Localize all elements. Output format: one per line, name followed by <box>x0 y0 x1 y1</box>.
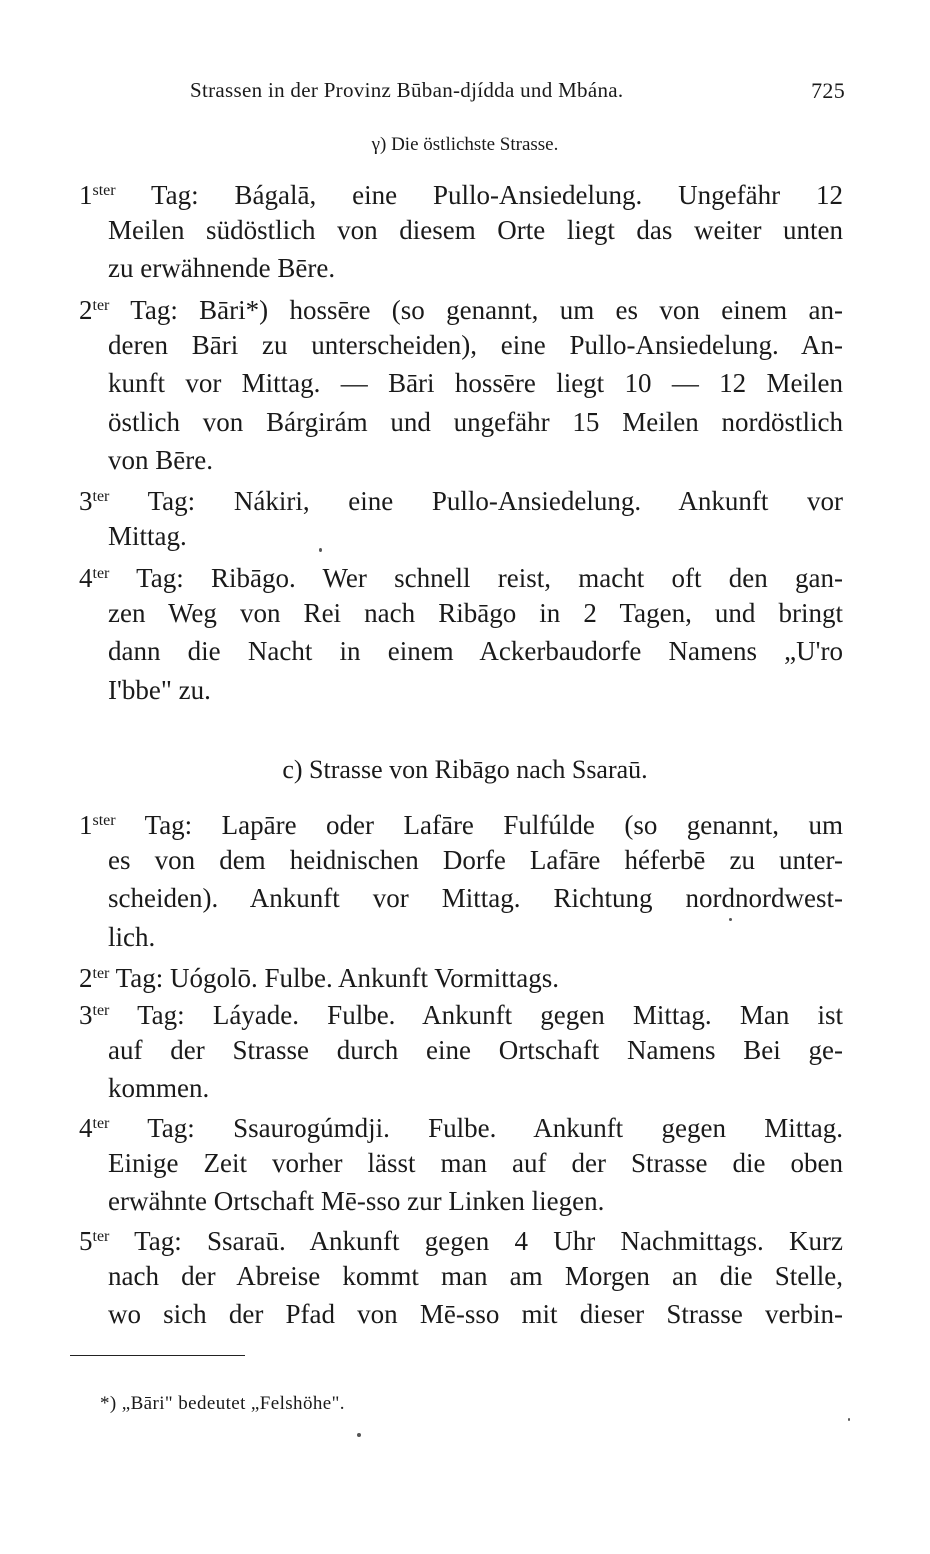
entry-line: $2^{ter}$ Tag: Bāri*) hossēre (so genannt, um es von einem an- <box>79 295 843 325</box>
entry-line: $4^{ter}$ Tag: Ribāgo. Wer schnell reist, macht oft den gan- <box>79 563 843 593</box>
entry-line: auf der Strasse durch eine Ortschaft Namens Bei ge- <box>108 1034 843 1065</box>
entry-line: östlich von Bárgirám und ungefähr 15 Meilen nordöstlich <box>108 406 843 437</box>
day-entry <box>79 955 843 994</box>
entry-line: $1^{ster}$ Tag: Bágalā, eine Pullo-Ansiedelung. Ungefähr 12 <box>79 180 843 210</box>
entry-line: $2^{ter}$ Tag: Uógolō. Fulbe. Ankunft Vormittags. <box>79 963 560 993</box>
ordinal-suffix: ster <box>92 812 116 829</box>
day-entry <box>79 1218 843 1334</box>
ordinal-suffix: ster <box>92 182 116 199</box>
day-ordinal: 3 <box>79 1000 93 1030</box>
entry-line: von Bēre. <box>108 445 213 475</box>
entry-line: I'bbe" zu. <box>108 674 211 705</box>
day-entry <box>79 172 843 288</box>
day-entry <box>79 287 843 480</box>
entry-line: scheiden). Ankunft vor Mittag. Richtung nordnordwest- <box>108 883 843 913</box>
scan-speck <box>729 918 732 921</box>
day-ordinal: 5 <box>79 1226 93 1256</box>
entry-line: es von dem heidnischen Dorfe Lafāre héferbē zu unter- <box>108 844 843 875</box>
entry-line: lich. <box>108 921 156 952</box>
day-ordinal: 2 <box>79 295 93 325</box>
entry-line: dann die Nacht in einem Ackerbaudorfe Namens „U'ro <box>108 636 843 666</box>
day-ordinal: 3 <box>79 486 93 516</box>
entry-line: kunft vor Mittag. — Bāri hossēre liegt 10 — 12 Meilen <box>108 368 843 398</box>
entry-line: Einige Zeit vorher lässt man auf der Strasse die oben <box>108 1147 843 1178</box>
day-entry <box>79 802 843 956</box>
section-title: c) Strasse von Ribāgo nach Ssaraū. <box>282 755 648 784</box>
entry-line: zu erwähnende Bēre. <box>108 253 336 283</box>
entry-line: Meilen südöstlich von diesem Orte liegt das weiter unten <box>108 214 843 245</box>
ordinal-suffix: ter <box>92 965 110 982</box>
entry-line: erwähnte Ortschaft Mē-sso zur Linken liegen. <box>108 1186 605 1216</box>
ordinal-suffix: ter <box>92 297 110 314</box>
footnote-divider <box>70 1355 245 1356</box>
page-number: 725 <box>811 78 845 103</box>
entry-line: $5^{ter}$ Tag: Ssaraū. Ankunft gegen 4 Uhr Nachmittags. Kurz <box>79 1226 843 1256</box>
day-ordinal: 4 <box>79 563 93 593</box>
entry-line: $3^{ter}$ Tag: Nákiri, eine Pullo-Ansiedelung. Ankunft vor <box>79 486 843 516</box>
running-title: Strassen in der Provinz Būban-djídda und Mbána. <box>190 78 624 102</box>
ordinal-suffix: ter <box>92 488 110 505</box>
ordinal-suffix: ter <box>92 1115 110 1132</box>
day-entry <box>79 478 843 555</box>
scan-speck <box>319 548 322 552</box>
day-entry <box>79 1105 843 1221</box>
entry-line: $1^{ster}$ Tag: Lapāre oder Lafāre Fulfúlde (so genannt, um <box>79 810 843 840</box>
day-ordinal: 1 <box>79 180 93 210</box>
running-head <box>190 78 845 108</box>
day-entry <box>79 555 843 709</box>
scan-speck <box>848 1418 850 1421</box>
entry-line: kommen. <box>108 1073 210 1103</box>
entry-line: nach der Abreise kommt man am Morgen an die Stelle, <box>108 1260 843 1291</box>
entry-line: Mittag. <box>108 520 187 551</box>
day-ordinal: 4 <box>79 1113 93 1143</box>
scan-speck <box>357 1433 361 1437</box>
day-ordinal: 2 <box>79 963 93 993</box>
entry-line: wo sich der Pfad von Mē-sso mit dieser Strasse verbin- <box>108 1299 843 1329</box>
footnote: *) „Bāri" bedeutet „Felshöhe". <box>100 1393 345 1414</box>
ordinal-suffix: ter <box>92 1228 110 1245</box>
day-entry <box>79 992 843 1108</box>
subsection-title: γ) Die östlichste Strasse. <box>371 134 559 155</box>
day-ordinal: 1 <box>79 810 93 840</box>
entry-line: zen Weg von Rei nach Ribāgo in 2 Tagen, und bringt <box>108 597 843 628</box>
entry-line: deren Bāri zu unterscheiden), eine Pullo-Ansiedelung. An- <box>108 329 843 360</box>
ordinal-suffix: ter <box>92 1002 110 1019</box>
entry-line: $3^{ter}$ Tag: Láyade. Fulbe. Ankunft gegen Mittag. Man ist <box>79 1000 843 1030</box>
ordinal-suffix: ter <box>92 565 110 582</box>
entry-line: $4^{ter}$ Tag: Ssaurogúmdji. Fulbe. Ankunft gegen Mittag. <box>79 1113 843 1143</box>
